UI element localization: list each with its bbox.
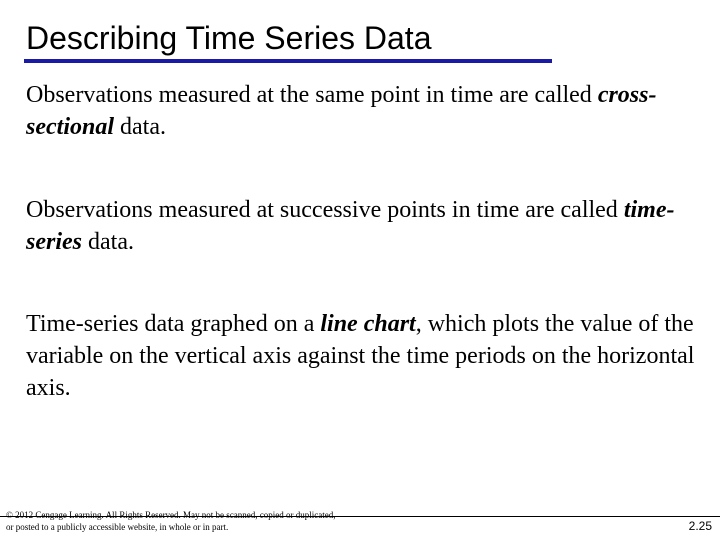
term-line-chart: line chart	[320, 311, 416, 337]
term-cross-sectional: cross-sectional	[26, 82, 657, 140]
term-time-series: time-series	[26, 197, 675, 255]
slide-title: Describing Time Series Data	[26, 20, 432, 56]
paragraph-cross-sectional	[26, 79, 696, 143]
paragraph-text: Observations measured at successive points in time are called	[26, 197, 624, 223]
paragraph-time-series	[26, 194, 696, 258]
title-underline	[24, 59, 552, 63]
paragraph-text: data.	[114, 114, 166, 140]
paragraph-text: data.	[82, 229, 134, 255]
paragraph-line-chart	[26, 308, 696, 404]
copyright-notice: © 2012 Cengage Learning. All Rights Reserved. May not be scanned, copied or duplicated, or posted to a publicly accessible website, in whole or in part.	[6, 510, 336, 532]
paragraph-text: Observations measured at the same point in time are called	[26, 82, 598, 108]
paragraph-text: Time-series data graphed on a	[26, 311, 321, 337]
paragraph-text: , which plots the value of the variable on the vertical axis against the time periods on the horizontal axis.	[26, 311, 695, 401]
page-number: 2.25	[688, 519, 712, 533]
